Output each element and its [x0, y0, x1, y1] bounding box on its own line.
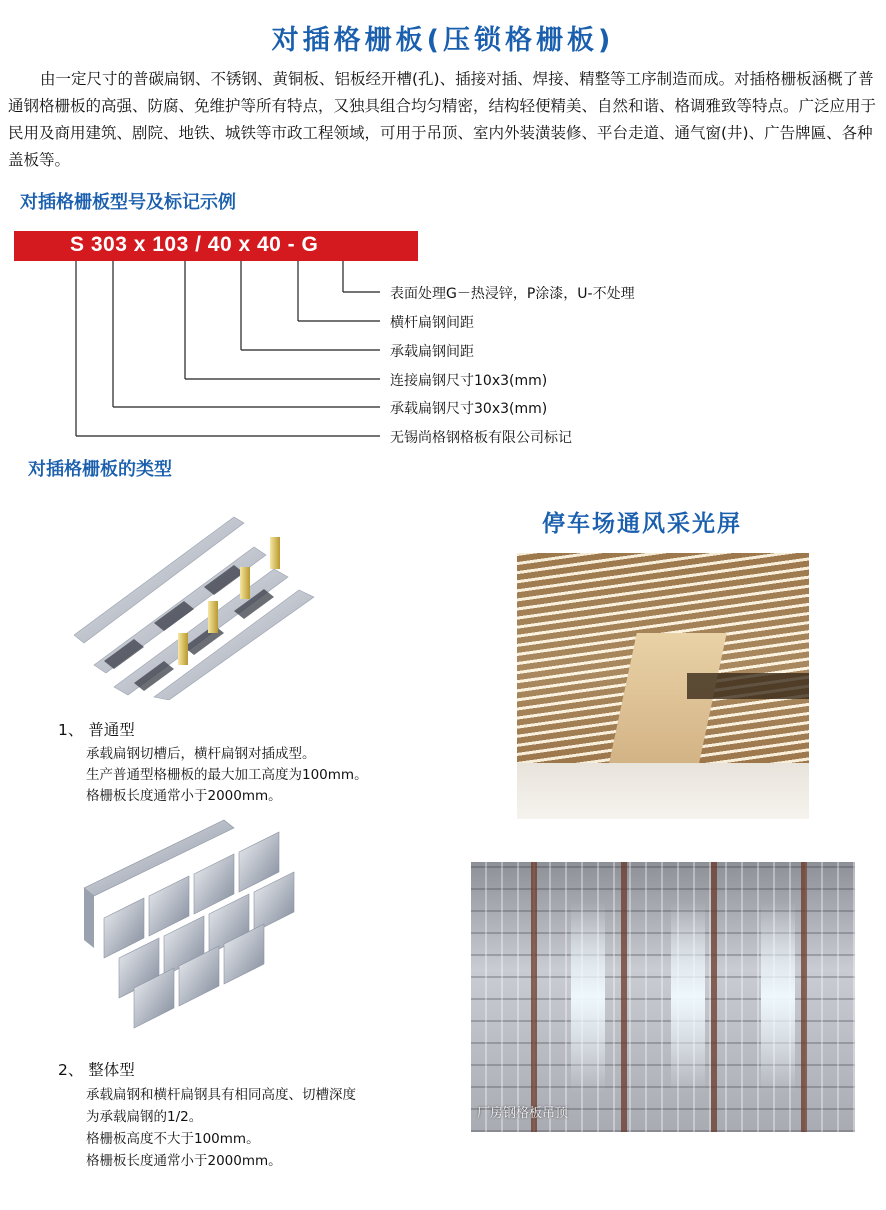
- types-section-heading: 对插格栅板的类型: [28, 459, 172, 480]
- desc-connecting-bar-size: 连接扁钢尺寸10x3(mm): [390, 373, 548, 389]
- type1-line-1: 承载扁钢切槽后，横杆扁钢对插成型。: [86, 746, 316, 762]
- photo-floor: [517, 763, 809, 819]
- factory-photo-caption: 厂房钢格板吊顶: [477, 1106, 569, 1121]
- type2-line-3: 格栅板高度不大于100mm。: [86, 1131, 260, 1147]
- integral-type-grating-illustration: [74, 818, 299, 1030]
- type2-line-4: 格栅板长度通常小于2000mm。: [86, 1153, 282, 1169]
- type2-title: 2、 整体型: [58, 1061, 135, 1079]
- factory-ceiling-photo: [471, 862, 855, 1132]
- photo-beam: [687, 673, 809, 699]
- photo-light: [671, 902, 705, 1092]
- parking-ventilation-photo: [517, 553, 809, 819]
- photo-truss: [531, 862, 537, 1132]
- parking-heading: 停车场通风采光屏: [542, 511, 742, 537]
- model-code: S 303 x 103 / 40 x 40 - G: [70, 233, 319, 256]
- desc-company-mark: 无锡尚格钢格板有限公司标记: [390, 430, 572, 446]
- type2-line-2: 为承载扁钢的1/2。: [86, 1109, 203, 1125]
- intro-text: 由一定尺寸的普碳扁钢、不锈钢、黄铜板、铝板经开槽(孔)、插接对插、焊接、精整等工序制造而成。对插格栅板涵概了普通钢格栅板的高强、防腐、免维护等所有特点，又独具组合均匀精密，结构轻便精美、自然和谐、格调雅致等特点。广泛应用于民用及商用建筑、剧院、地铁、城铁等市政工程领域，可用于吊顶、室内外装潢装修、平台走道、通气窗(井)、广告牌匾、各种盖板等。: [8, 70, 877, 169]
- photo-truss: [621, 862, 627, 1132]
- type1-line-2: 生产普通型格栅板的最大加工高度为100mm。: [86, 767, 368, 783]
- photo-truss: [711, 862, 717, 1132]
- photo-light: [761, 902, 795, 1092]
- page-title: 对插格栅板(压锁格栅板): [271, 25, 615, 56]
- model-section-heading: 对插格栅板型号及标记示例: [20, 192, 236, 213]
- type2-line-1: 承载扁钢和横杆扁钢具有相同高度、切槽深度: [86, 1087, 356, 1103]
- type1-title: 1、 普通型: [58, 721, 135, 739]
- desc-bearing-bar-size: 承载扁钢尺寸30x3(mm): [390, 401, 548, 417]
- desc-crossbar-spacing: 横杆扁钢间距: [390, 315, 474, 331]
- model-code-bar: [14, 231, 418, 261]
- desc-bearing-spacing: 承载扁钢间距: [390, 344, 474, 360]
- type1-line-3: 格栅板长度通常小于2000mm。: [86, 788, 282, 804]
- photo-light: [571, 902, 605, 1092]
- intro-paragraph: [8, 66, 880, 174]
- photo-truss: [801, 862, 807, 1132]
- normal-type-grating-illustration: [74, 515, 319, 700]
- desc-surface-treatment: 表面处理G－热浸锌，P涂漆，U-不处理: [390, 286, 635, 302]
